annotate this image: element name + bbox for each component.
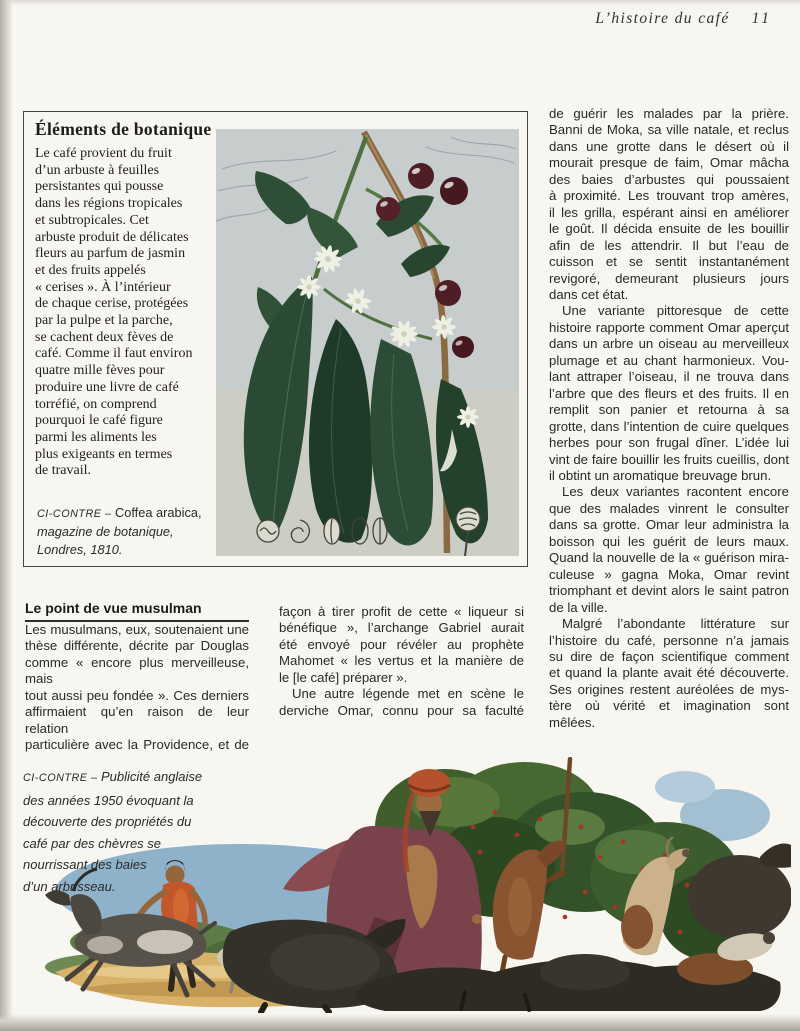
botanical-plate-caption <box>37 504 227 560</box>
text-line: nourrissant des baies <box>23 857 147 873</box>
text-line: culeuse » gagna Moka, Omar revint <box>549 566 789 582</box>
text-line: dans les régions tropicales <box>35 196 183 212</box>
text-column-right <box>549 106 789 731</box>
text-line: dans un arbre un oiseau au merveilleux <box>549 336 789 352</box>
text-line: persistantes qui pousse <box>35 179 164 195</box>
caption-species: Coffea arabica, <box>114 505 202 520</box>
text-line: à proximité. Les trouvant trop amères, <box>549 188 789 204</box>
text-line: se cachent deux fèves de <box>35 329 174 345</box>
text-line: façon à tirer profit de cette « liqueur si <box>279 604 524 619</box>
text-line: revigoré, demeurant plusieurs jours <box>549 270 789 286</box>
text-line: de travail. <box>35 463 91 479</box>
text-line: produire une livre de café <box>35 379 179 395</box>
text-line: afin de les attendrir. Il but l’eau de <box>549 237 789 253</box>
text-line: Ses origines restent auréolées de mys- <box>549 681 789 697</box>
text-line: pourquoi le café figure <box>35 413 163 429</box>
text-line: de guérir les malades par la prière. <box>549 106 789 121</box>
text-line: Banni de Moka, sa ville natale, et reclus <box>549 122 789 138</box>
page-number: 11 <box>751 10 772 27</box>
text-line: vint de faire bouillir les fruits cueillis, dont <box>549 451 789 467</box>
text-line: de la ville. <box>549 599 608 615</box>
caption-line <box>37 504 227 523</box>
text-line: bénéfique », l’archange Gabriel aurait <box>279 620 524 636</box>
text-line: Quand la nouvelle de la « guérison mira- <box>549 550 789 566</box>
advert-caption <box>23 766 223 898</box>
text-line: « cerises ». À l’intérieur <box>35 279 171 295</box>
text-line: lant attraper l’oiseau, il ne trouva dans <box>549 369 789 385</box>
text-line: histoire rapporte comment Omar aperçut <box>549 319 789 335</box>
text-line: d’un arbrisseau. <box>23 878 116 894</box>
coffea-arabica-botanical-plate <box>216 129 519 556</box>
text-line: thèse différente, décrite par Douglas <box>25 638 249 654</box>
text-line: mourait presque de faim, Omar mâcha <box>549 155 789 171</box>
text-line: dans cet état. <box>549 286 629 302</box>
text-line: de chaque cerise, protégées <box>35 296 189 312</box>
text-line: cuisson et se sentit instantanément <box>549 254 789 270</box>
text-line: d’un arbuste à feuilles <box>35 162 160 178</box>
text-line: parmi les aliments les <box>35 429 157 445</box>
text-line: café par des chèvres se <box>23 835 162 851</box>
text-column-middle <box>279 604 524 719</box>
text-line: remplit son panier et retourna à sa <box>549 402 789 418</box>
text-line: herbes pour son frugal dîner. L’idée lui <box>549 435 789 451</box>
text-line: grotte, dans l’intention de cuire quelques <box>549 418 789 434</box>
text-line: café. Comme il faut environ <box>35 346 193 362</box>
text-line: triomphant et devint alors le saint patron <box>549 583 789 599</box>
text-line: le [le café] préparer ». <box>279 669 408 685</box>
caption-lines <box>23 790 223 898</box>
text-line: quatre mille fèves pour <box>35 363 165 379</box>
text-line: Une autre légende met en scène le <box>292 686 524 702</box>
caption-lines <box>37 523 227 559</box>
text-line: des années 1950 évoquant la <box>23 792 194 808</box>
text-line: et subtropicales. Cet <box>35 212 149 228</box>
running-head <box>595 10 772 28</box>
text-line: le goût. Il décida ensuite de les bouillir <box>549 221 789 237</box>
caption-line <box>23 766 223 790</box>
text-line: tout aussi peu fondée ». Ces derniers <box>25 687 249 703</box>
text-line: Une variante pittoresque de cette <box>562 303 789 319</box>
text-line: magazine de botanique, <box>37 524 174 540</box>
text-line: que des malades vinrent le consulter <box>549 500 789 516</box>
text-line: et quand la plante avait été découverte. <box>549 665 789 681</box>
text-line: plus exigeants en termes <box>35 446 173 462</box>
text-line: Les deux variantes racontent encore <box>562 484 789 500</box>
botany-sidebar-box <box>23 111 528 567</box>
text-line: l’arbre que des fleurs et des fruits. Il en <box>549 385 789 401</box>
text-line: particulière avec la Providence, et de <box>25 737 249 753</box>
text-line: torréfié, on comprend <box>35 396 157 412</box>
text-line: dans une grotte dans le désert où il <box>549 138 789 154</box>
text-line: il obtint un aromatique breuvage brun. <box>549 467 772 483</box>
text-line: su dire de façon scientifique comment <box>549 648 789 664</box>
page-edge-top <box>0 0 800 6</box>
text-line: comme « encore plus merveilleuse, mais <box>25 654 249 687</box>
caption-text: Publicité anglaise <box>100 769 203 784</box>
text-line: dans sa grotte. Omar leur administra la <box>549 517 789 533</box>
text-line: tère où vérité et imagination sont mêlées. <box>549 698 789 730</box>
page-edge-left <box>0 0 13 1031</box>
text-line: plumage et au chant harmonieux. Vou- <box>549 352 789 368</box>
turban <box>408 769 450 797</box>
text-line: affirmaient qu’en raison de leur relation <box>25 704 249 736</box>
box-heading: Éléments de botanique <box>35 119 212 139</box>
text-column-left <box>25 622 249 754</box>
text-line: été envoyé pour révéler au prophète <box>279 636 524 652</box>
text-line: Mahomet « les vertus et la manière de <box>279 653 524 669</box>
text-line: boisson qui les guérit de leurs maux. <box>549 533 789 549</box>
text-line: l’histoire du café, personne n’a jamais <box>549 632 789 648</box>
text-line: Malgré l’abondante littérature sur <box>562 616 789 632</box>
text-line: des baies d’arbustes qui poussaient <box>549 171 789 187</box>
book-title: L’histoire du café <box>595 10 730 27</box>
text-line: arbuste produit de délicates <box>35 229 189 245</box>
text-line: et des fruits appelés <box>35 262 146 278</box>
text-line: il les grilla, espérant ainsi en améliorer <box>549 204 789 220</box>
text-line: Les musulmans, eux, soutenaient une <box>25 622 249 637</box>
box-body-text <box>35 146 219 480</box>
section-heading: Le point de vue musulman <box>25 600 249 622</box>
text-line: Le café provient du fruit <box>35 146 172 161</box>
page-edge-bottom <box>0 1014 800 1031</box>
text-line: fleurs au parfum de jasmin <box>35 246 186 262</box>
text-line: par la pulpe et la parche, <box>35 313 173 329</box>
text-line: Londres, 1810. <box>37 542 123 558</box>
text-line: découverte des propriétés du <box>23 814 192 830</box>
caption-label: CI-CONTRE – <box>37 508 115 520</box>
text-line: derviche Omar, connu pour sa faculté <box>279 702 524 718</box>
caption-label: CI-CONTRE – <box>23 772 101 784</box>
